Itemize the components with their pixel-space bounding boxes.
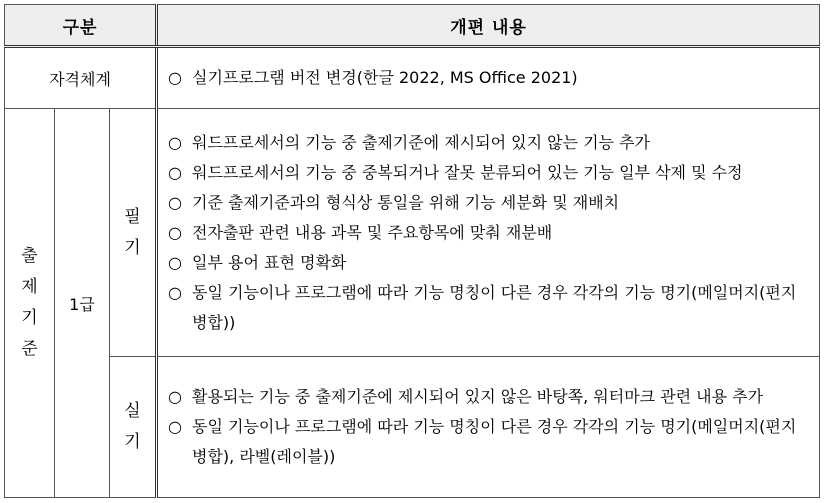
criteria-label	[5, 109, 55, 498]
bullet-circle: ○	[168, 222, 182, 242]
practical-content	[157, 357, 820, 498]
qualification-content	[157, 47, 820, 109]
grade-label: 1급	[55, 109, 110, 498]
list-item	[168, 412, 809, 472]
item-text: 활용되는 기능 중 출제기준에 제시되어 있지 않은 바탕쪽, 워터마크 관련 내용 추가	[192, 387, 764, 406]
practical-label-char: 기	[124, 432, 141, 452]
bullet-circle: ○	[168, 387, 182, 406]
list-item	[168, 248, 809, 278]
practical-label-char: 실	[124, 401, 141, 421]
list-item	[168, 188, 809, 218]
written-label	[110, 109, 157, 357]
header-content: 개편 내용	[157, 5, 820, 47]
item-text: 기준 출제기준과의 형식상 통일을 위해 기능 세분화 및 재배치	[192, 192, 620, 212]
practical-row	[5, 357, 820, 498]
header-category: 구분	[5, 5, 157, 47]
written-row	[5, 109, 820, 357]
criteria-label-char: 출	[21, 246, 38, 266]
header-row	[5, 5, 820, 47]
written-content	[157, 109, 820, 357]
list-item	[168, 158, 809, 188]
criteria-label-char: 제	[21, 277, 38, 297]
bullet-circle: ○	[168, 132, 182, 152]
bullet-circle: ○	[168, 162, 182, 182]
qualification-label: 자격체계	[5, 47, 157, 109]
written-label-char: 기	[124, 237, 141, 258]
bullet-circle: ○	[168, 282, 182, 302]
item-text: 동일 기능이나 프로그램에 따라 기능 명칭이 다른 경우 각각의 기능 명기(메일머지(편지병합), 라벨(레이블))	[192, 417, 797, 466]
list-item	[168, 128, 809, 158]
item-text: 일부 용어 표현 명확화	[192, 252, 347, 272]
list-item	[168, 278, 809, 338]
criteria-label-char: 준	[21, 339, 38, 359]
item-text: 실기프로그램 버전 변경(한글 2022, MS Office 2021)	[192, 68, 578, 87]
qualification-row	[5, 47, 820, 109]
item-text: 워드프로세서의 기능 중 출제기준에 제시되어 있지 않는 기능 추가	[192, 132, 651, 152]
list-item	[168, 382, 809, 412]
bullet-circle: ○	[168, 192, 182, 212]
item-text: 동일 기능이나 프로그램에 따라 기능 명칭이 다른 경우 각각의 기능 명기(메일머지(편지병합))	[192, 282, 797, 332]
criteria-label-char: 기	[21, 308, 38, 328]
list-item	[168, 63, 809, 93]
bullet-circle: ○	[168, 417, 182, 436]
reform-table	[4, 4, 820, 498]
bullet-circle: ○	[168, 252, 182, 272]
practical-label	[110, 357, 157, 498]
item-text: 전자출판 관련 내용 과목 및 주요항목에 맞춰 재분배	[192, 222, 553, 242]
item-text: 워드프로세서의 기능 중 중복되거나 잘못 분류되어 있는 기능 일부 삭제 및 수정	[192, 162, 743, 182]
bullet-circle: ○	[168, 68, 182, 87]
written-label-char: 필	[124, 206, 141, 227]
list-item	[168, 218, 809, 248]
